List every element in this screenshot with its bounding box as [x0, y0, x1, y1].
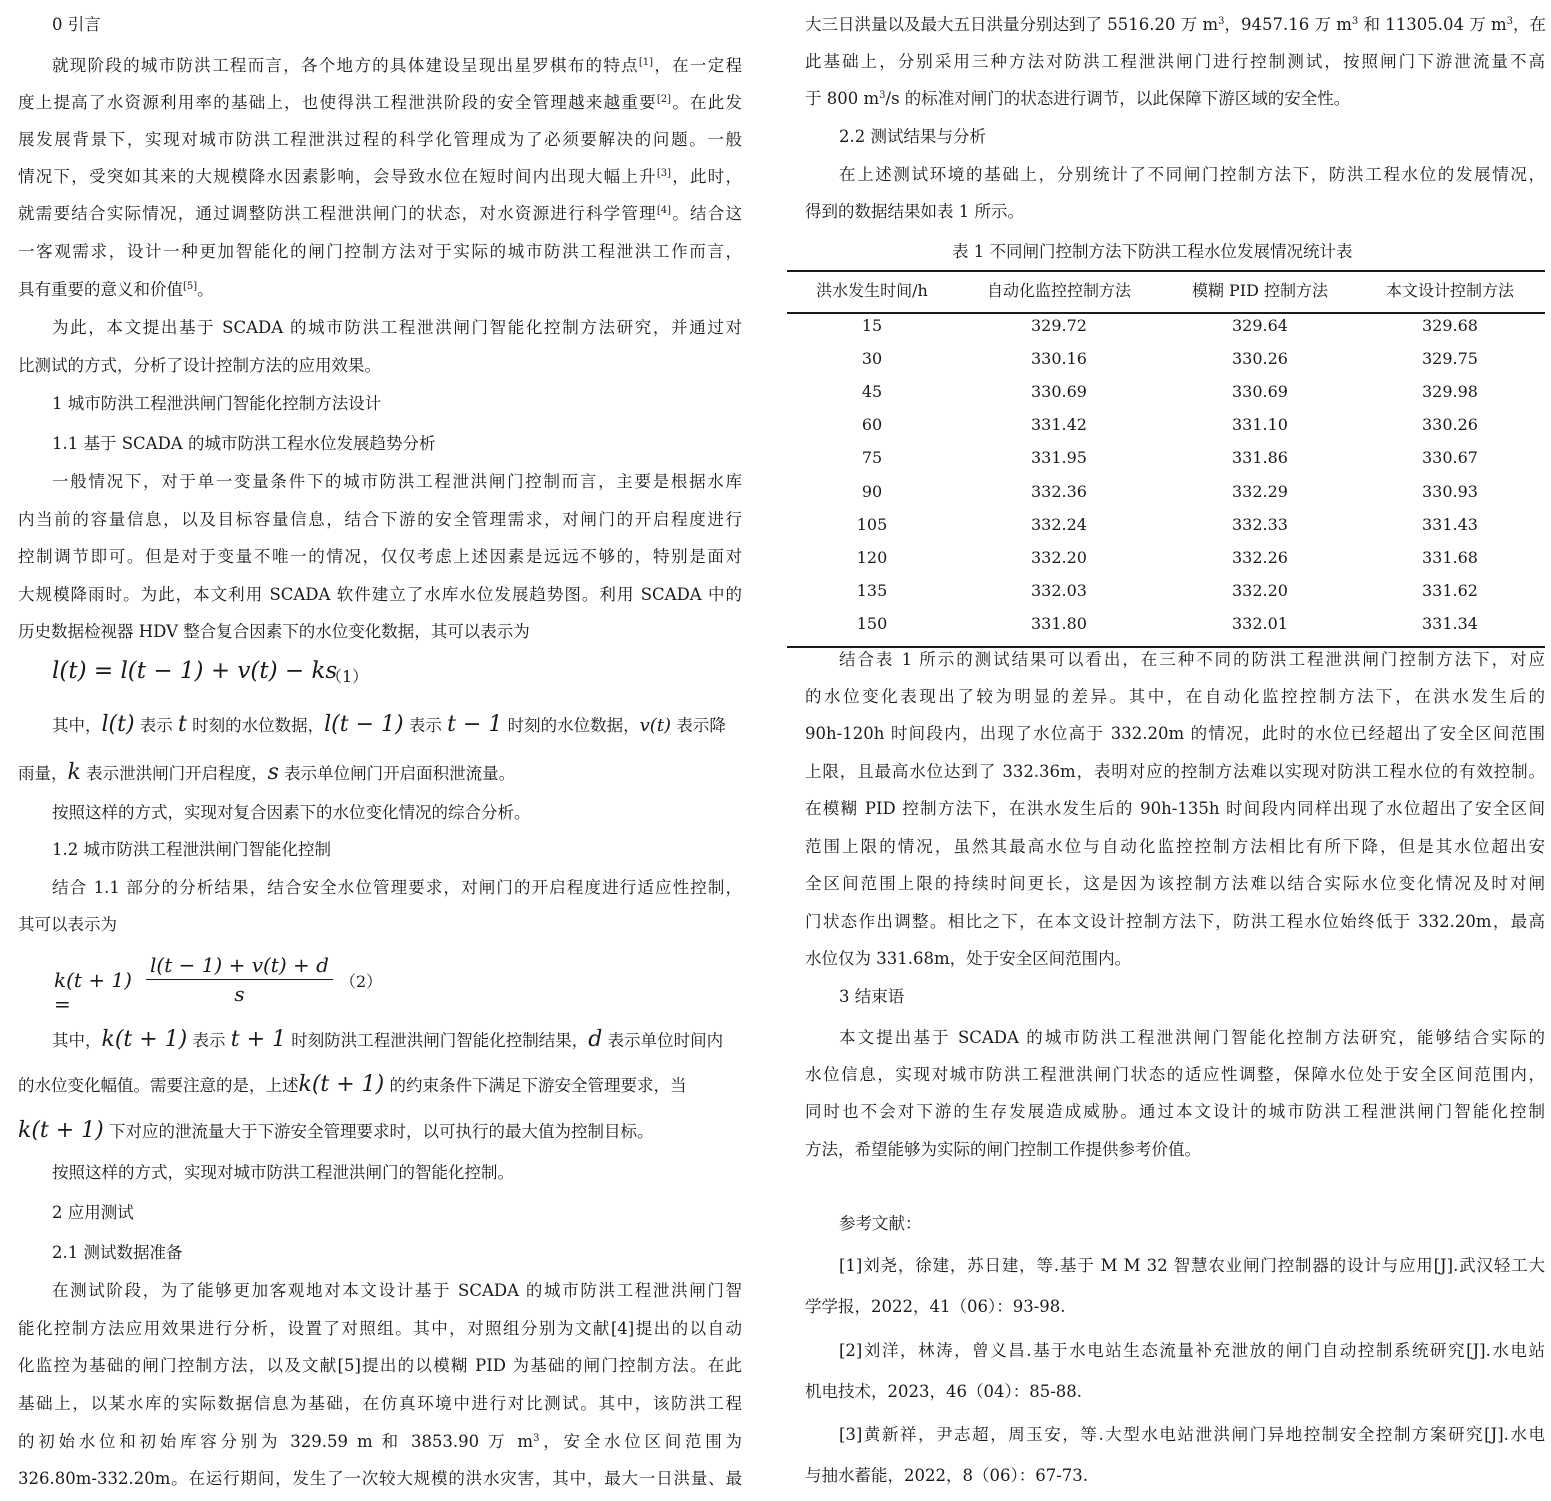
text-line-eq2-explain: 其中，k(t + 1) 表示 t + 1 时刻防洪工程泄洪闸门智能化控制结果，d 表示单位时间内 [52, 1027, 724, 1052]
section-heading-intro: 0 引言 [52, 15, 101, 34]
text-line: 326.80m-332.20m。在运行期间，发生了一次较大规模的洪水灾害，其中，最大一日洪量、最 [18, 1469, 742, 1488]
text-line: 90h-120h 时间段内，出现了水位高于 332.20m 的情况，此时的水位已经超出了安全区间范围 [805, 724, 1545, 743]
equation-1: l(t) = l(t − 1) + v(t) − ks [52, 658, 338, 684]
text-line: 控制调节即可。但是对于变量不唯一的情况，仅仅考虑上述因素是远远不够的，特别是面对 [18, 547, 742, 566]
section-heading-1: 1 城市防洪工程泄洪闸门智能化控制方法设计 [52, 394, 382, 413]
text-line: 一客观需求，设计一种更加智能化的闸门控制方法对于实际的城市防洪工程泄洪工作而言， [18, 242, 742, 261]
text-line: 历史数据检视器 HDV 整合复合因素下的水位变化数据，其可以表示为 [18, 622, 530, 641]
reference-item: [3]黄新祥，尹志超，周玉安，等.大型水电站泄洪闸门异地控制安全控制方案研究[J].水电 [839, 1425, 1545, 1444]
table-cell: 330.69 [1232, 382, 1288, 402]
table-cell: 60 [861, 415, 883, 435]
text-line: 上限，且最高水位达到了 332.36m，表明对应的控制方法难以实现对防洪工程水位的有效控制。 [805, 762, 1545, 781]
text-line: 在模糊 PID 控制方法下，在洪水发生后的 90h-135h 时间段内同样出现了水位超出了安全区间 [805, 799, 1545, 818]
table-cell: 330.67 [1422, 448, 1478, 468]
text-line: 内当前的容量信息，以及目标容量信息，结合下游的安全管理需求，对闸门的开启程度进行 [18, 510, 742, 529]
table-bottom-rule [787, 646, 1545, 648]
table-cell: 331.42 [1031, 415, 1087, 435]
text-line: 比测试的方式，分析了设计控制方法的应用效果。 [18, 356, 381, 375]
table-cell: 120 [856, 547, 888, 567]
table-cell: 45 [861, 382, 883, 402]
text-line: 此基础上，分别采用三种方法对防洪工程泄洪闸门进行控制测试，按照闸门下游泄流量不高 [805, 52, 1545, 71]
table-cell: 332.26 [1232, 547, 1288, 567]
section-heading-2-1: 2.1 测试数据准备 [52, 1243, 183, 1262]
table-cell: 332.33 [1232, 514, 1288, 534]
table-cell: 90 [861, 481, 883, 501]
table-cell: 330.93 [1422, 481, 1478, 501]
table-cell: 330.26 [1232, 349, 1288, 369]
text-line: 按照这样的方式，实现对复合因素下的水位变化情况的综合分析。 [52, 803, 531, 822]
text-line: 的初始水位和初始库容分别为 329.59 m 和 3853.90 万 $m^3$，安全水位区间范围为 [18, 1432, 742, 1451]
text-line: 情况下，受突如其来的大规模降水因素影响，会导致水位在短时间内出现大幅上升[3]，此时， [18, 167, 743, 186]
text-line: 其可以表示为 [18, 915, 117, 934]
equation-2-lhs: k(t + 1) = [54, 968, 132, 1016]
table-cell: 329.64 [1232, 316, 1288, 335]
table-cell: 150 [856, 613, 888, 633]
text-line: 化监控为基础的闸门控制方法，以及文献[5]提出的以模糊 PID 为基础的闸门控制方法。在此 [18, 1356, 742, 1375]
text-line: 结合 1.1 部分的分析结果，结合安全水位管理要求，对闸门的开启程度进行适应性控制， [52, 878, 742, 897]
table-cell: 330.26 [1422, 415, 1478, 435]
section-heading-3: 3 结束语 [839, 987, 905, 1006]
text-line: 方法，希望能够为实际的闸门控制工作提供参考价值。 [805, 1140, 1201, 1159]
text-line: 全区间范围上限的持续时间更长，这是因为该控制方法难以结合实际水位变化情况及时对闸 [805, 874, 1545, 893]
text-line: 就需要结合实际情况，通过调整防洪工程泄洪闸门的状态，对水资源进行科学管理[4]。结合这 [18, 204, 743, 223]
section-heading-1-1: 1.1 基于 SCADA 的城市防洪工程水位发展趋势分析 [52, 434, 436, 453]
table-cell: 330.16 [1031, 349, 1087, 369]
section-heading-2: 2 应用测试 [52, 1203, 134, 1222]
text-line: 水位信息，实现对城市防洪工程泄洪闸门状态的适应性调整，保障水位处于安全区间范围内， [805, 1065, 1545, 1084]
table-top-rule [787, 270, 1545, 272]
table-cell: 331.86 [1232, 448, 1288, 468]
table-cell: 331.34 [1422, 613, 1478, 633]
table-cell: 329.72 [1031, 316, 1087, 335]
equation-2-number: （2） [340, 972, 383, 991]
table-cell: 332.01 [1232, 613, 1288, 633]
table-header-cell: 自动化监控控制方法 [986, 281, 1131, 300]
table-cell: 329.68 [1422, 316, 1478, 335]
table-cell: 332.29 [1232, 481, 1288, 501]
equation-2-denominator: s [234, 982, 245, 1006]
equation-2-numerator: l(t − 1) + v(t) + d [146, 953, 333, 980]
text-line: 基础上，以某水库的实际数据信息为基础，在仿真环境中进行对比测试。其中，该防洪工程 [18, 1394, 742, 1413]
text-line: 结合表 1 所示的测试结果可以看出，在三种不同的防洪工程泄洪闸门控制方法下，对应 [839, 650, 1545, 669]
table-cell: 332.36 [1031, 481, 1087, 501]
table-cell: 331.10 [1232, 415, 1288, 435]
reference-item: [2]刘洋，林涛，曾义昌.基于水电站生态流量补充泄放的闸门自动控制系统研究[J].水电站 [839, 1341, 1545, 1360]
table-header-cell: 模糊 PID 控制方法 [1191, 281, 1329, 300]
text-line: k(t + 1) 下对应的泄流量大于下游安全管理要求时，以可执行的最大值为控制目标。 [18, 1118, 654, 1143]
table-cell: 332.03 [1031, 580, 1087, 600]
equation-2-fraction [146, 953, 333, 1006]
table-cell: 331.62 [1422, 580, 1478, 600]
text-line: 能化控制方法应用效果进行分析，设置了对照组。其中，对照组分别为文献[4]提出的以自动 [18, 1319, 742, 1338]
table-cell: 329.98 [1422, 382, 1478, 402]
text-line: 在上述测试环境的基础上，分别统计了不同闸门控制方法下，防洪工程水位的发展情况， [839, 165, 1545, 184]
table-cell: 332.24 [1031, 514, 1087, 534]
table-cell: 75 [861, 448, 883, 468]
table-header-rule [787, 312, 1545, 314]
text-line: 展发展背景下，实现对城市防洪工程泄洪过程的科学化管理成为了必须要解决的问题。一般 [18, 130, 742, 149]
table-caption: 表 1 不同闸门控制方法下防洪工程水位发展情况统计表 [952, 242, 1353, 261]
reference-item-cont: 学学报，2022，41（06）：93-98. [805, 1297, 1066, 1316]
text-line: 的水位变化表现出了较为明显的差异。其中，在自动化监控控制方法下，在洪水发生后的 [805, 687, 1545, 706]
text-line: 按照这样的方式，实现对城市防洪工程泄洪闸门的智能化控制。 [52, 1163, 514, 1182]
text-line: 水位仅为 331.68m，处于安全区间范围内。 [805, 949, 1132, 968]
text-line: 同时也不会对下游的生存发展造成威胁。通过本文设计的城市防洪工程泄洪闸门智能化控制 [805, 1102, 1545, 1121]
table-header-cell: 本文设计控制方法 [1385, 281, 1514, 300]
table-cell: 30 [861, 349, 883, 369]
text-line: 大三日洪量以及最大五日洪量分别达到了 5516.20 万 $m^3$，9457.16 万 $m^3$ 和 11305.04 万 $m^3$，在 [805, 15, 1546, 34]
equation-1-number: （1） [326, 667, 369, 686]
table-cell: 329.75 [1422, 349, 1478, 369]
table-cell: 332.20 [1031, 547, 1087, 567]
text-line: 的水位变化幅值。需要注意的是，上述k(t + 1) 的约束条件下满足下游安全管理要求，当 [18, 1072, 687, 1097]
text-line: 大规模降雨时。为此，本文利用 SCADA 软件建立了水库水位发展趋势图。利用 SCADA 中的 [18, 585, 742, 604]
text-line: 本文提出基于 SCADA 的城市防洪工程泄洪闸门智能化控制方法研究，能够结合实际的 [839, 1028, 1545, 1047]
water-level-table [787, 270, 1545, 650]
table-cell: 105 [856, 514, 888, 534]
text-line: 于 800 $m^3/s$ 的标准对闸门的状态进行调节，以此保障下游区域的安全性。 [805, 89, 1351, 108]
section-heading-1-2: 1.2 城市防洪工程泄洪闸门智能化控制 [52, 840, 331, 859]
table-cell: 135 [856, 580, 888, 600]
table-cell: 332.20 [1232, 580, 1288, 600]
reference-item-cont: 机电技术，2023，46（04）：85-88. [805, 1382, 1083, 1401]
table-cell: 331.95 [1031, 448, 1087, 468]
text-line: 范围上限的情况，虽然其最高水位与自动化监控控制方法相比有所下降，但是其水位超出安 [805, 837, 1545, 856]
table-cell: 331.80 [1031, 613, 1087, 633]
reference-item-cont: 与抽水蓄能，2022，8（06）：67-73. [805, 1466, 1089, 1485]
text-line: 为此，本文提出基于 SCADA 的城市防洪工程泄洪闸门智能化控制方法研究，并通过对 [52, 318, 742, 337]
table-cell: 331.43 [1422, 514, 1478, 534]
table-cell: 330.69 [1031, 382, 1087, 402]
text-line: 就现阶段的城市防洪工程而言，各个地方的具体建设呈现出星罗棋布的特点[1]，在一定程 [52, 56, 743, 75]
table-cell: 331.68 [1422, 547, 1478, 567]
text-line: 门状态作出调整。相比之下，在本文设计控制方法下，防洪工程水位始终低于 332.20m，最高 [805, 912, 1545, 931]
text-line: 度上提高了水资源利用率的基础上，也使得洪工程泄洪阶段的安全管理越来越重要[2]。在此发 [18, 93, 743, 112]
text-line: 得到的数据结果如表 1 所示。 [805, 202, 1024, 221]
text-line: 一般情况下，对于单一变量条件下的城市防洪工程泄洪闸门控制而言，主要是根据水库 [52, 472, 742, 491]
text-line: 雨量，k 表示泄洪闸门开启程度，s 表示单位闸门开启面积泄流量。 [18, 760, 516, 785]
references-title: 参考文献： [839, 1214, 922, 1233]
reference-item: [1]刘尧，徐建，苏日建，等.基于 M M 32 智慧农业闸门控制器的设计与应用[J].武汉轻工大 [839, 1256, 1545, 1275]
text-line-eq1-explain: 其中，l(t) 表示 t 时刻的水位数据，l(t − 1) 表示 t − 1 时刻的水位数据，v(t) 表示降 [52, 712, 726, 737]
table-header-cell: 洪水发生时间/h [816, 281, 928, 300]
text-line: 在测试阶段，为了能够更加客观地对本文设计基于 SCADA 的城市防洪工程泄洪闸门智 [52, 1281, 742, 1300]
table-cell: 15 [861, 316, 883, 335]
text-line: 具有重要的意义和价值[5]。 [18, 280, 214, 299]
section-heading-2-2: 2.2 测试结果与分析 [839, 127, 986, 146]
